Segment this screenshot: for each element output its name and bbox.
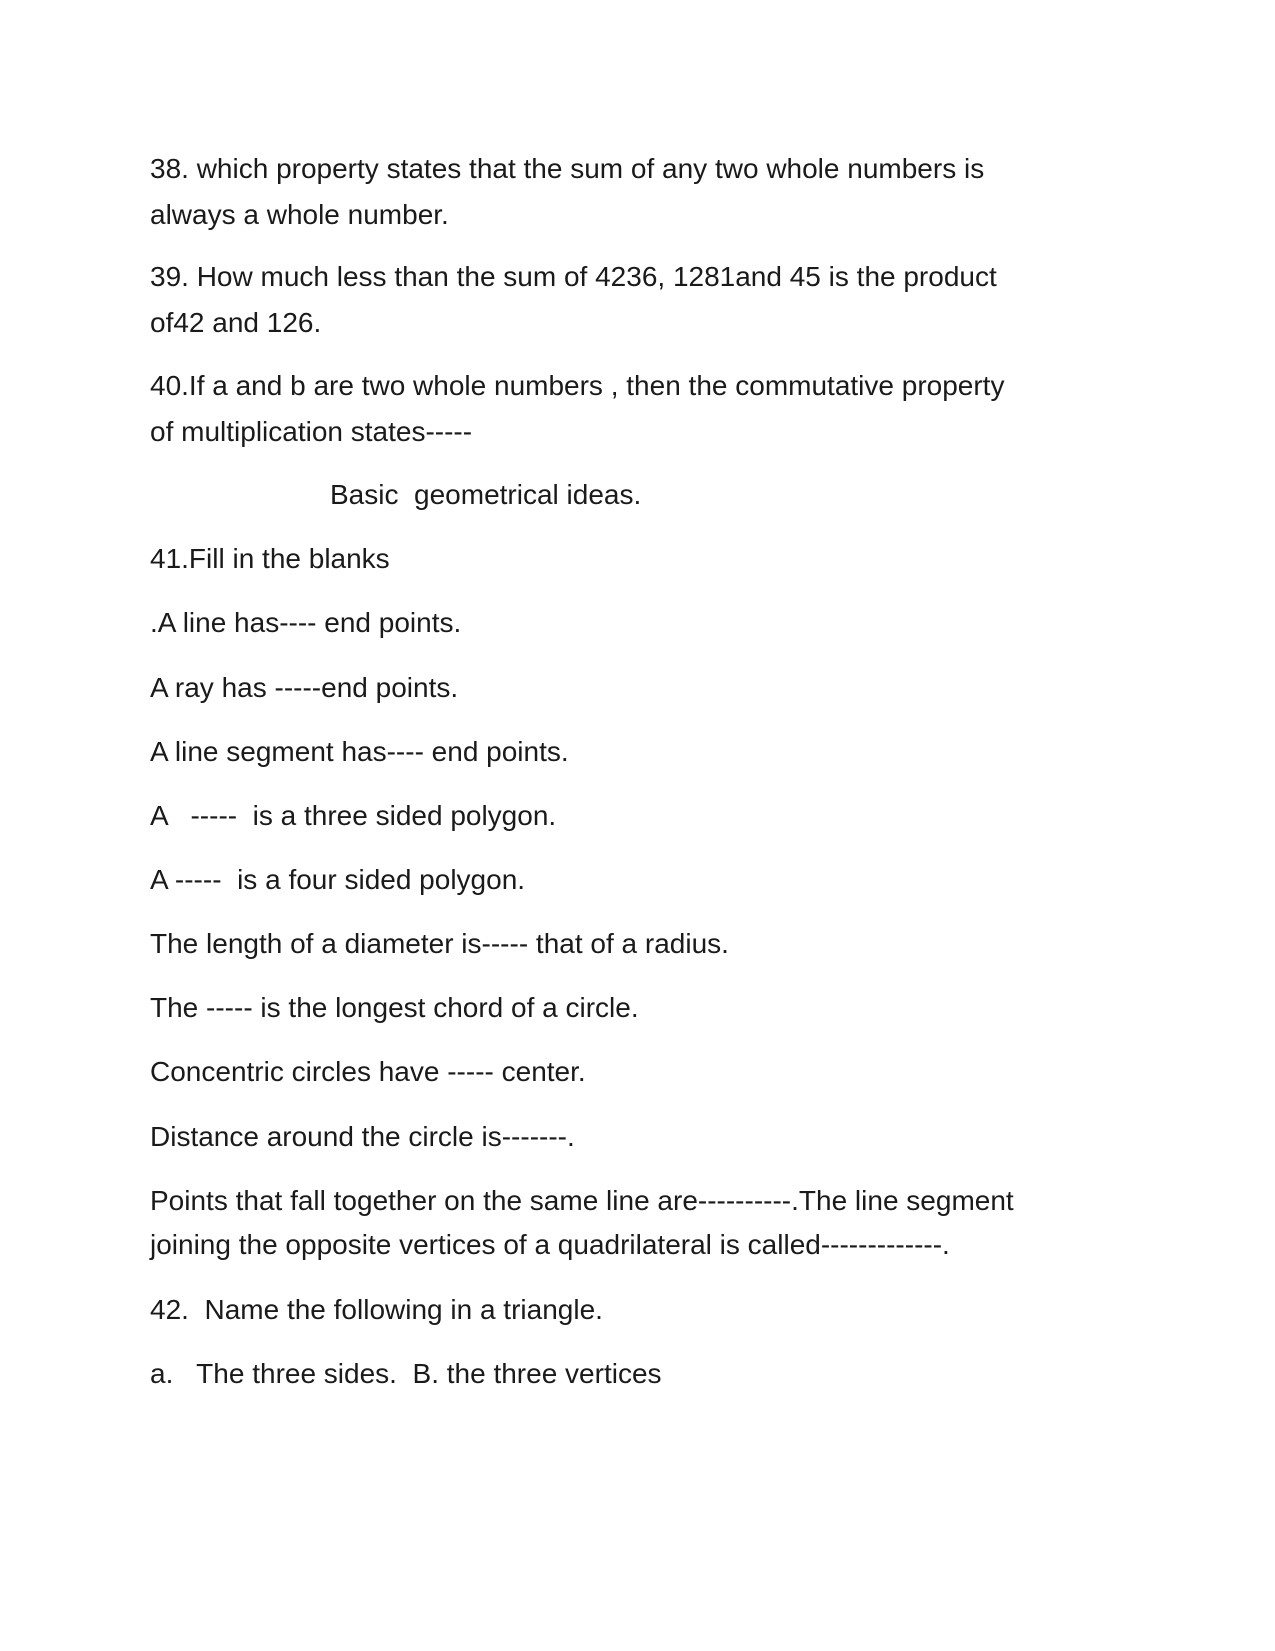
fill-blank-item: A ----- is a three sided polygon. bbox=[150, 800, 557, 831]
question-42-item: a. The three sides. B. the three vertices bbox=[150, 1358, 662, 1389]
section-heading: Basic geometrical ideas. bbox=[330, 479, 642, 510]
question-39-line-1: 39. How much less than the sum of 4236, 1281and 45 is the product bbox=[150, 261, 997, 292]
fill-blank-item-last-line-2: joining the opposite vertices of a quadrilateral is called-------------. bbox=[150, 1229, 950, 1260]
fill-blank-item: The length of a diameter is----- that of a radius. bbox=[150, 928, 729, 959]
fill-blank-item: Distance around the circle is-------. bbox=[150, 1121, 575, 1152]
fill-blank-item: A ray has -----end points. bbox=[150, 672, 459, 703]
question-40-line-1: 40.If a and b are two whole numbers , then the commutative property bbox=[150, 370, 1005, 401]
question-41-title: 41.Fill in the blanks bbox=[150, 543, 390, 574]
fill-blank-item-last-line-1: Points that fall together on the same line are----------.The line segment bbox=[150, 1185, 1014, 1216]
fill-blank-item: The ----- is the longest chord of a circle. bbox=[150, 992, 639, 1023]
question-38-line-2: always a whole number. bbox=[150, 199, 449, 230]
question-39-line-2: of42 and 126. bbox=[150, 307, 322, 338]
fill-blank-item: Concentric circles have ----- center. bbox=[150, 1056, 586, 1087]
fill-blank-item: .A line has---- end points. bbox=[150, 607, 462, 638]
question-42-title: 42. Name the following in a triangle. bbox=[150, 1294, 603, 1325]
fill-blank-item: A line segment has---- end points. bbox=[150, 736, 569, 767]
question-38-line-1: 38. which property states that the sum of any two whole numbers is bbox=[150, 153, 985, 184]
fill-blank-item: A ----- is a four sided polygon. bbox=[150, 864, 526, 895]
question-40-line-2: of multiplication states----- bbox=[150, 416, 473, 447]
